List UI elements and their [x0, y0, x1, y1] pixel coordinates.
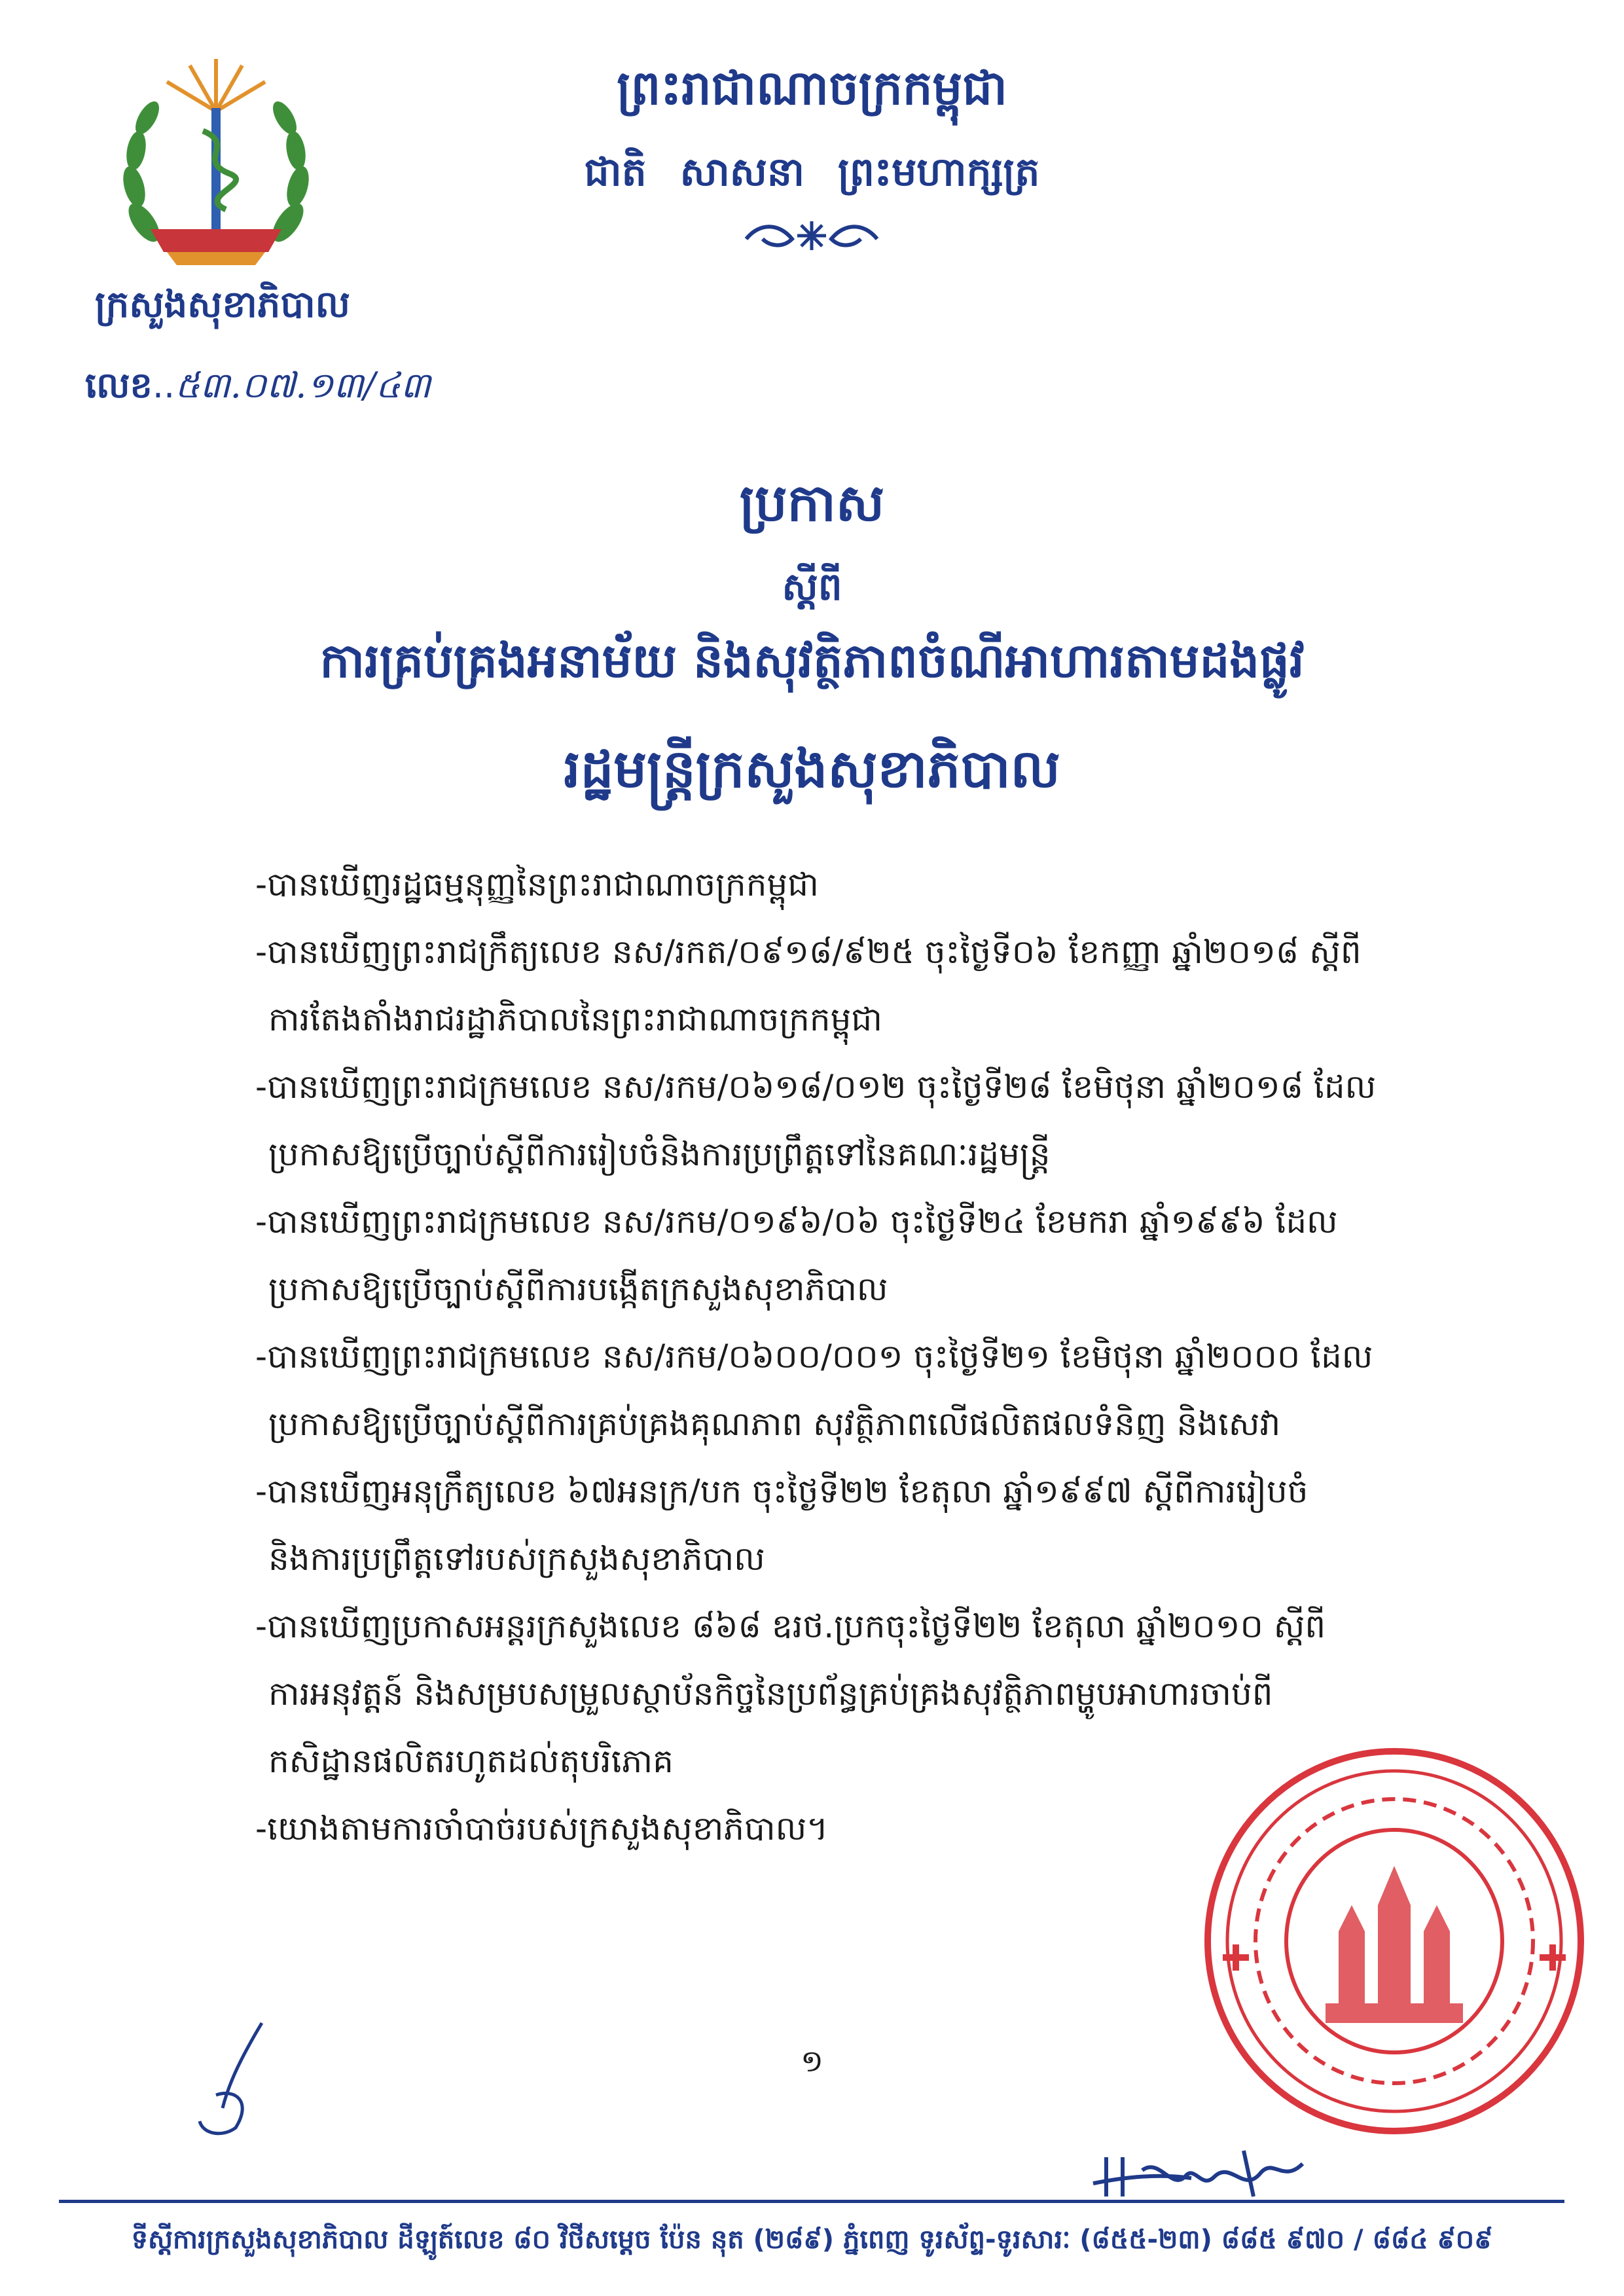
clause-line: ប្រកាសឱ្យប្រើច្បាប់ស្តីពីការរៀបចំនិងការប្រព្រឹត្តទៅនៃគណៈរដ្ឋមន្ត្រី: [268, 1135, 1051, 1173]
clause-line: និងការប្រព្រឹត្តទៅរបស់ក្រសួងសុខាភិបាល: [268, 1540, 765, 1578]
clause-line: -បានឃើញព្រះរាជក្រឹត្យលេខ នស/រកត/០៩១៨/៩២៥ ចុះថ្ងៃទី០៦ ខែកញ្ញា ឆ្នាំ២០១៨ ស្តីពី: [255, 933, 1362, 971]
reference-number: លេខ..៥៣.០៧.១៣/៤៣: [85, 365, 431, 406]
clause-line: ប្រកាសឱ្យប្រើច្បាប់ស្តីពីការបង្កើតក្រសួងសុខាភិបាល: [268, 1270, 888, 1308]
clause-line: -បានឃើញរដ្ឋធម្មនុញ្ញនៃព្រះរាជាណាចក្រកម្ពុជា: [255, 866, 819, 903]
clause-line: ប្រកាសឱ្យប្រើច្បាប់ស្តីពីការគ្រប់គ្រងគុណភាព សុវត្ថិភាពលើផលិតផលទំនិញ និងសេវា: [268, 1405, 1281, 1443]
clause-line: -បានឃើញអនុក្រឹត្យលេខ ៦៧អនក្រ/បក ចុះថ្ងៃទី២២ ខែតុលា ឆ្នាំ១៩៩៧ ស្តីពីការរៀបចំ: [255, 1472, 1308, 1510]
clause-4: [255, 1188, 1434, 1323]
footer-address: ទីស្តីការក្រសួងសុខាភិបាល ដីឡូត៍លេខ ៨០ វិថីសម្តេច ប៉ែន នុត (២៨៩) ភ្នំពេញ ទូរស័ព្ទ-ទូរសារៈ (៨៥៥-២៣) ៨៨៥ ៩៧០ / ៨៨៤ ៩០៩: [131, 2225, 1493, 2255]
clause-line: កសិដ្ឋានផលិតរហូតដល់តុបរិភោគ: [268, 1742, 674, 1780]
clause-3: [255, 1053, 1434, 1188]
clause-line: -បានឃើញព្រះរាជក្រមលេខ នស/រកម/០៦០០/០០១ ចុះថ្ងៃទី២១ ខែមិថុនា ឆ្នាំ២០០០ ដែល: [255, 1338, 1373, 1376]
clause-line: ការតែងតាំងរាជរដ្ឋាភិបាលនៃព្រះរាជាណាចក្រកម្ពុជា: [268, 1000, 882, 1038]
document-on-label: ស្តីពី: [782, 564, 842, 609]
clause-line: -បានឃើញព្រះរាជក្រមលេខ នស/រកម/០៦១៨/០១២ ចុះថ្ងៃទី២៨ ខែមិថុនា ឆ្នាំ២០១៨ ដែល: [255, 1068, 1377, 1106]
minister-signature: [1087, 2138, 1316, 2210]
national-motto: ជាតិ សាសនា ព្រះមហាក្សត្រ: [584, 149, 1040, 195]
preamble-clauses: [255, 851, 1434, 1863]
kingdom-heading: ព្រះរាជាណាចក្រកម្ពុជា: [617, 60, 1007, 115]
document-subject: ការគ្រប់គ្រងអនាម័យ និងសុវត្ថិភាពចំណីអាហារតាមដងផ្លូវ: [319, 633, 1305, 688]
clause-6: [255, 1458, 1434, 1593]
clause-1: [255, 851, 1434, 919]
reference-label: លេខ: [85, 365, 153, 406]
clause-line: -យោងតាមការចាំបាច់របស់ក្រសួងសុខាភិបាល។: [255, 1810, 829, 1848]
clause-5: [255, 1323, 1434, 1458]
footer-divider: [59, 2200, 1564, 2203]
clause-line: ការអនុវត្តន៍ និងសម្របសម្រួលស្ថាប័នកិច្ចនៃប្រព័ន្ធគ្រប់គ្រងសុវត្ថិភាពម្ហូបអាហារចាប់ពី: [268, 1675, 1273, 1713]
ministry-name: ក្រសួងសុខាភិបាល: [95, 283, 350, 326]
page-number: ១: [801, 2043, 823, 2079]
reference-value: ៥៣.០៧.១៣/៤៣: [175, 365, 431, 406]
clause-2: [255, 919, 1434, 1053]
document-authority: រដ្ឋមន្ត្រីក្រសួងសុខាភិបាល: [564, 738, 1060, 799]
clause-line: -បានឃើញព្រះរាជក្រមលេខ នស/រកម/០១៩៦/០៦ ចុះថ្ងៃទី២៤ ខែមករា ឆ្នាំ១៩៩៦ ដែល: [255, 1203, 1338, 1241]
clause-line: -បានឃើញប្រកាសអន្តរក្រសួងលេខ ៨៦៨ ឧរថ.ប្រកចុះថ្ងៃទី២២ ខែតុលា ឆ្នាំ២០១០ ស្តីពី: [255, 1607, 1326, 1645]
document-type: ប្រកាស: [739, 474, 885, 533]
ornament-icon: [733, 210, 890, 262]
